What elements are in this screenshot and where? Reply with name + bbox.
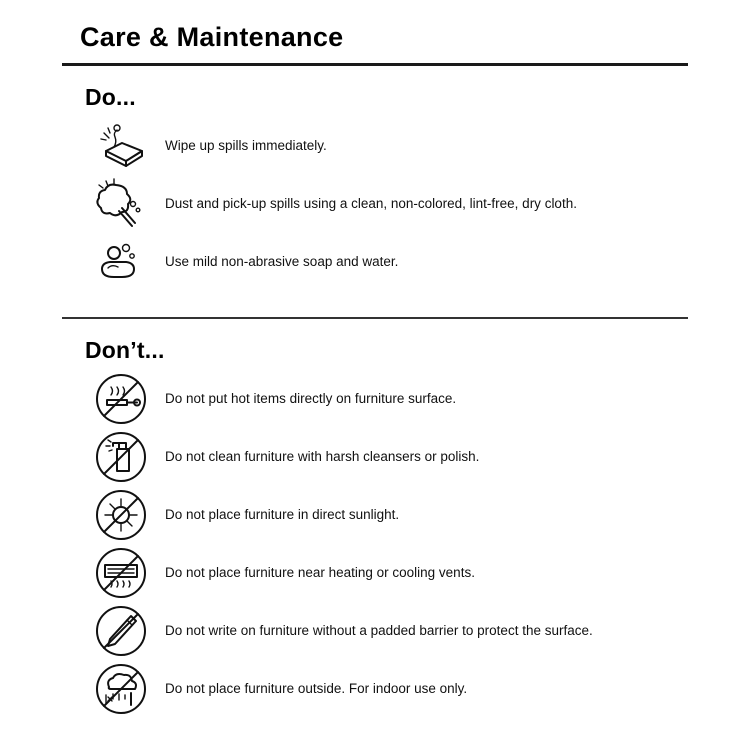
section-divider — [62, 317, 688, 319]
list-item-text: Dust and pick-up spills using a clean, non-colored, lint-free, dry cloth. — [165, 195, 577, 211]
no-hot-items-icon — [85, 371, 157, 427]
do-section — [40, 84, 710, 291]
list-item — [85, 486, 710, 544]
list-item-text: Wipe up spills immediately. — [165, 137, 327, 153]
dont-section-heading: Don’t... — [85, 337, 165, 363]
title-divider — [62, 63, 688, 66]
no-direct-sunlight-icon — [85, 487, 157, 543]
spray-cloth-icon — [85, 121, 157, 171]
list-item-text: Do not put hot items directly on furniture surface. — [165, 390, 457, 406]
list-item-text: Do not write on furniture without a padded barrier to protect the surface. — [165, 622, 593, 638]
list-item-text: Do not clean furniture with harsh cleansers or polish. — [165, 448, 480, 464]
list-item — [85, 370, 710, 428]
list-item — [85, 233, 710, 291]
page-title: Care & Maintenance — [80, 22, 344, 52]
list-item — [85, 428, 710, 486]
do-section-heading: Do... — [85, 84, 136, 110]
dont-section — [40, 337, 710, 718]
duster-icon — [85, 177, 157, 231]
list-item-text: Do not place furniture in direct sunlight. — [165, 506, 400, 522]
dont-list — [85, 370, 710, 718]
list-item-text: Use mild non-abrasive soap and water. — [165, 253, 399, 269]
section-spacer — [40, 291, 710, 317]
no-outdoor-use-icon — [85, 661, 157, 717]
no-harsh-cleanser-icon — [85, 429, 157, 485]
list-item — [85, 117, 710, 175]
no-writing-icon — [85, 603, 157, 659]
list-item — [85, 602, 710, 660]
list-item-text: Do not place furniture near heating or cooling vents. — [165, 564, 475, 580]
do-list — [85, 117, 710, 291]
no-hvac-vents-icon — [85, 545, 157, 601]
list-item — [85, 544, 710, 602]
list-item-text: Do not place furniture outside. For indoor use only. — [165, 680, 468, 696]
soap-bubbles-icon — [85, 237, 157, 287]
list-item — [85, 660, 710, 718]
list-item — [85, 175, 710, 233]
